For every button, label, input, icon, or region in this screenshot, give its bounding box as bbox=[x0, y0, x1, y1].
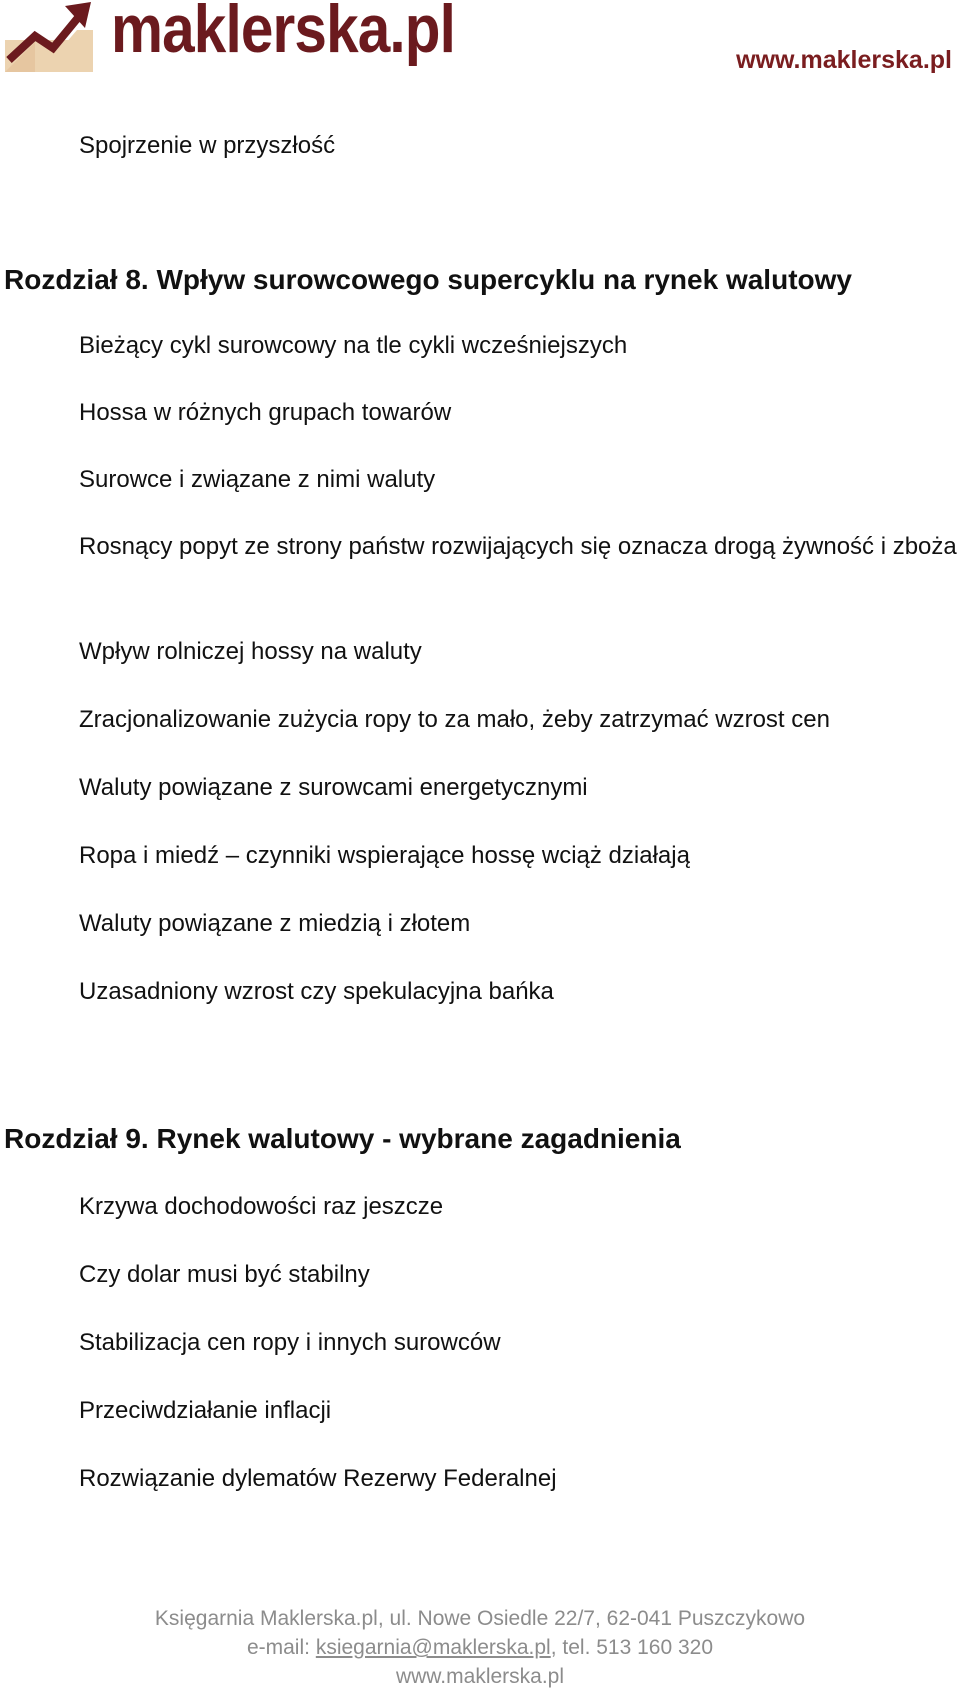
header-site-url[interactable]: www.maklerska.pl bbox=[736, 46, 952, 74]
footer-website[interactable]: www.maklerska.pl bbox=[395, 1665, 565, 1688]
list-item: Rosnący popyt ze strony państw rozwijających się oznacza drogą żywność i zboża bbox=[79, 533, 957, 560]
logo[interactable] bbox=[5, 0, 456, 80]
list-item: Przeciwdziałanie inflacji bbox=[79, 1397, 332, 1424]
page-header bbox=[0, 0, 960, 90]
list-item: Uzasadniony wzrost czy spekulacyjna bańka bbox=[79, 978, 554, 1005]
list-item: Waluty powiązane z surowcami energetycznymi bbox=[79, 774, 588, 801]
page-footer bbox=[0, 1604, 960, 1691]
list-item: Bieżący cykl surowcowy na tle cykli wcześniejszych bbox=[79, 332, 628, 359]
list-item-intro: Spojrzenie w przyszłość bbox=[79, 132, 336, 159]
footer-phone: , tel. 513 160 320 bbox=[550, 1636, 714, 1659]
footer-address: Księgarnia Maklerska.pl, ul. Nowe Osiedle 22/7, 62-041 Puszczykowo bbox=[154, 1607, 806, 1630]
list-item: Czy dolar musi być stabilny bbox=[79, 1261, 370, 1288]
footer-contact bbox=[0, 1633, 960, 1662]
list-item: Surowce i związane z nimi waluty bbox=[79, 466, 436, 493]
chapter-8-title: Rozdział 8. Wpływ surowcowego supercyklu na rynek walutowy bbox=[4, 264, 852, 295]
list-item: Zracjonalizowanie zużycia ropy to za mało, żeby zatrzymać wzrost cen bbox=[79, 706, 830, 733]
chapter-9-title: Rozdział 9. Rynek walutowy - wybrane zagadnienia bbox=[4, 1123, 681, 1154]
list-item: Ropa i miedź – czynniki wspierające hossę wciąż działają bbox=[79, 842, 690, 869]
footer-email-label: e-mail: bbox=[246, 1636, 316, 1659]
list-item: Wpływ rolniczej hossy na waluty bbox=[79, 638, 422, 665]
list-item: Waluty powiązane z miedzią i złotem bbox=[79, 910, 471, 937]
list-item: Rozwiązanie dylematów Rezerwy Federalnej bbox=[79, 1465, 557, 1492]
list-item: Hossa w różnych grupach towarów bbox=[79, 399, 452, 426]
logo-wordmark: maklerska.pl bbox=[111, 0, 456, 67]
footer-email-link[interactable]: ksiegarnia@maklerska.pl bbox=[315, 1636, 551, 1659]
chart-arrow-icon bbox=[5, 0, 93, 72]
list-item: Krzywa dochodowości raz jeszcze bbox=[79, 1193, 444, 1220]
list-item: Stabilizacja cen ropy i innych surowców bbox=[79, 1329, 501, 1356]
